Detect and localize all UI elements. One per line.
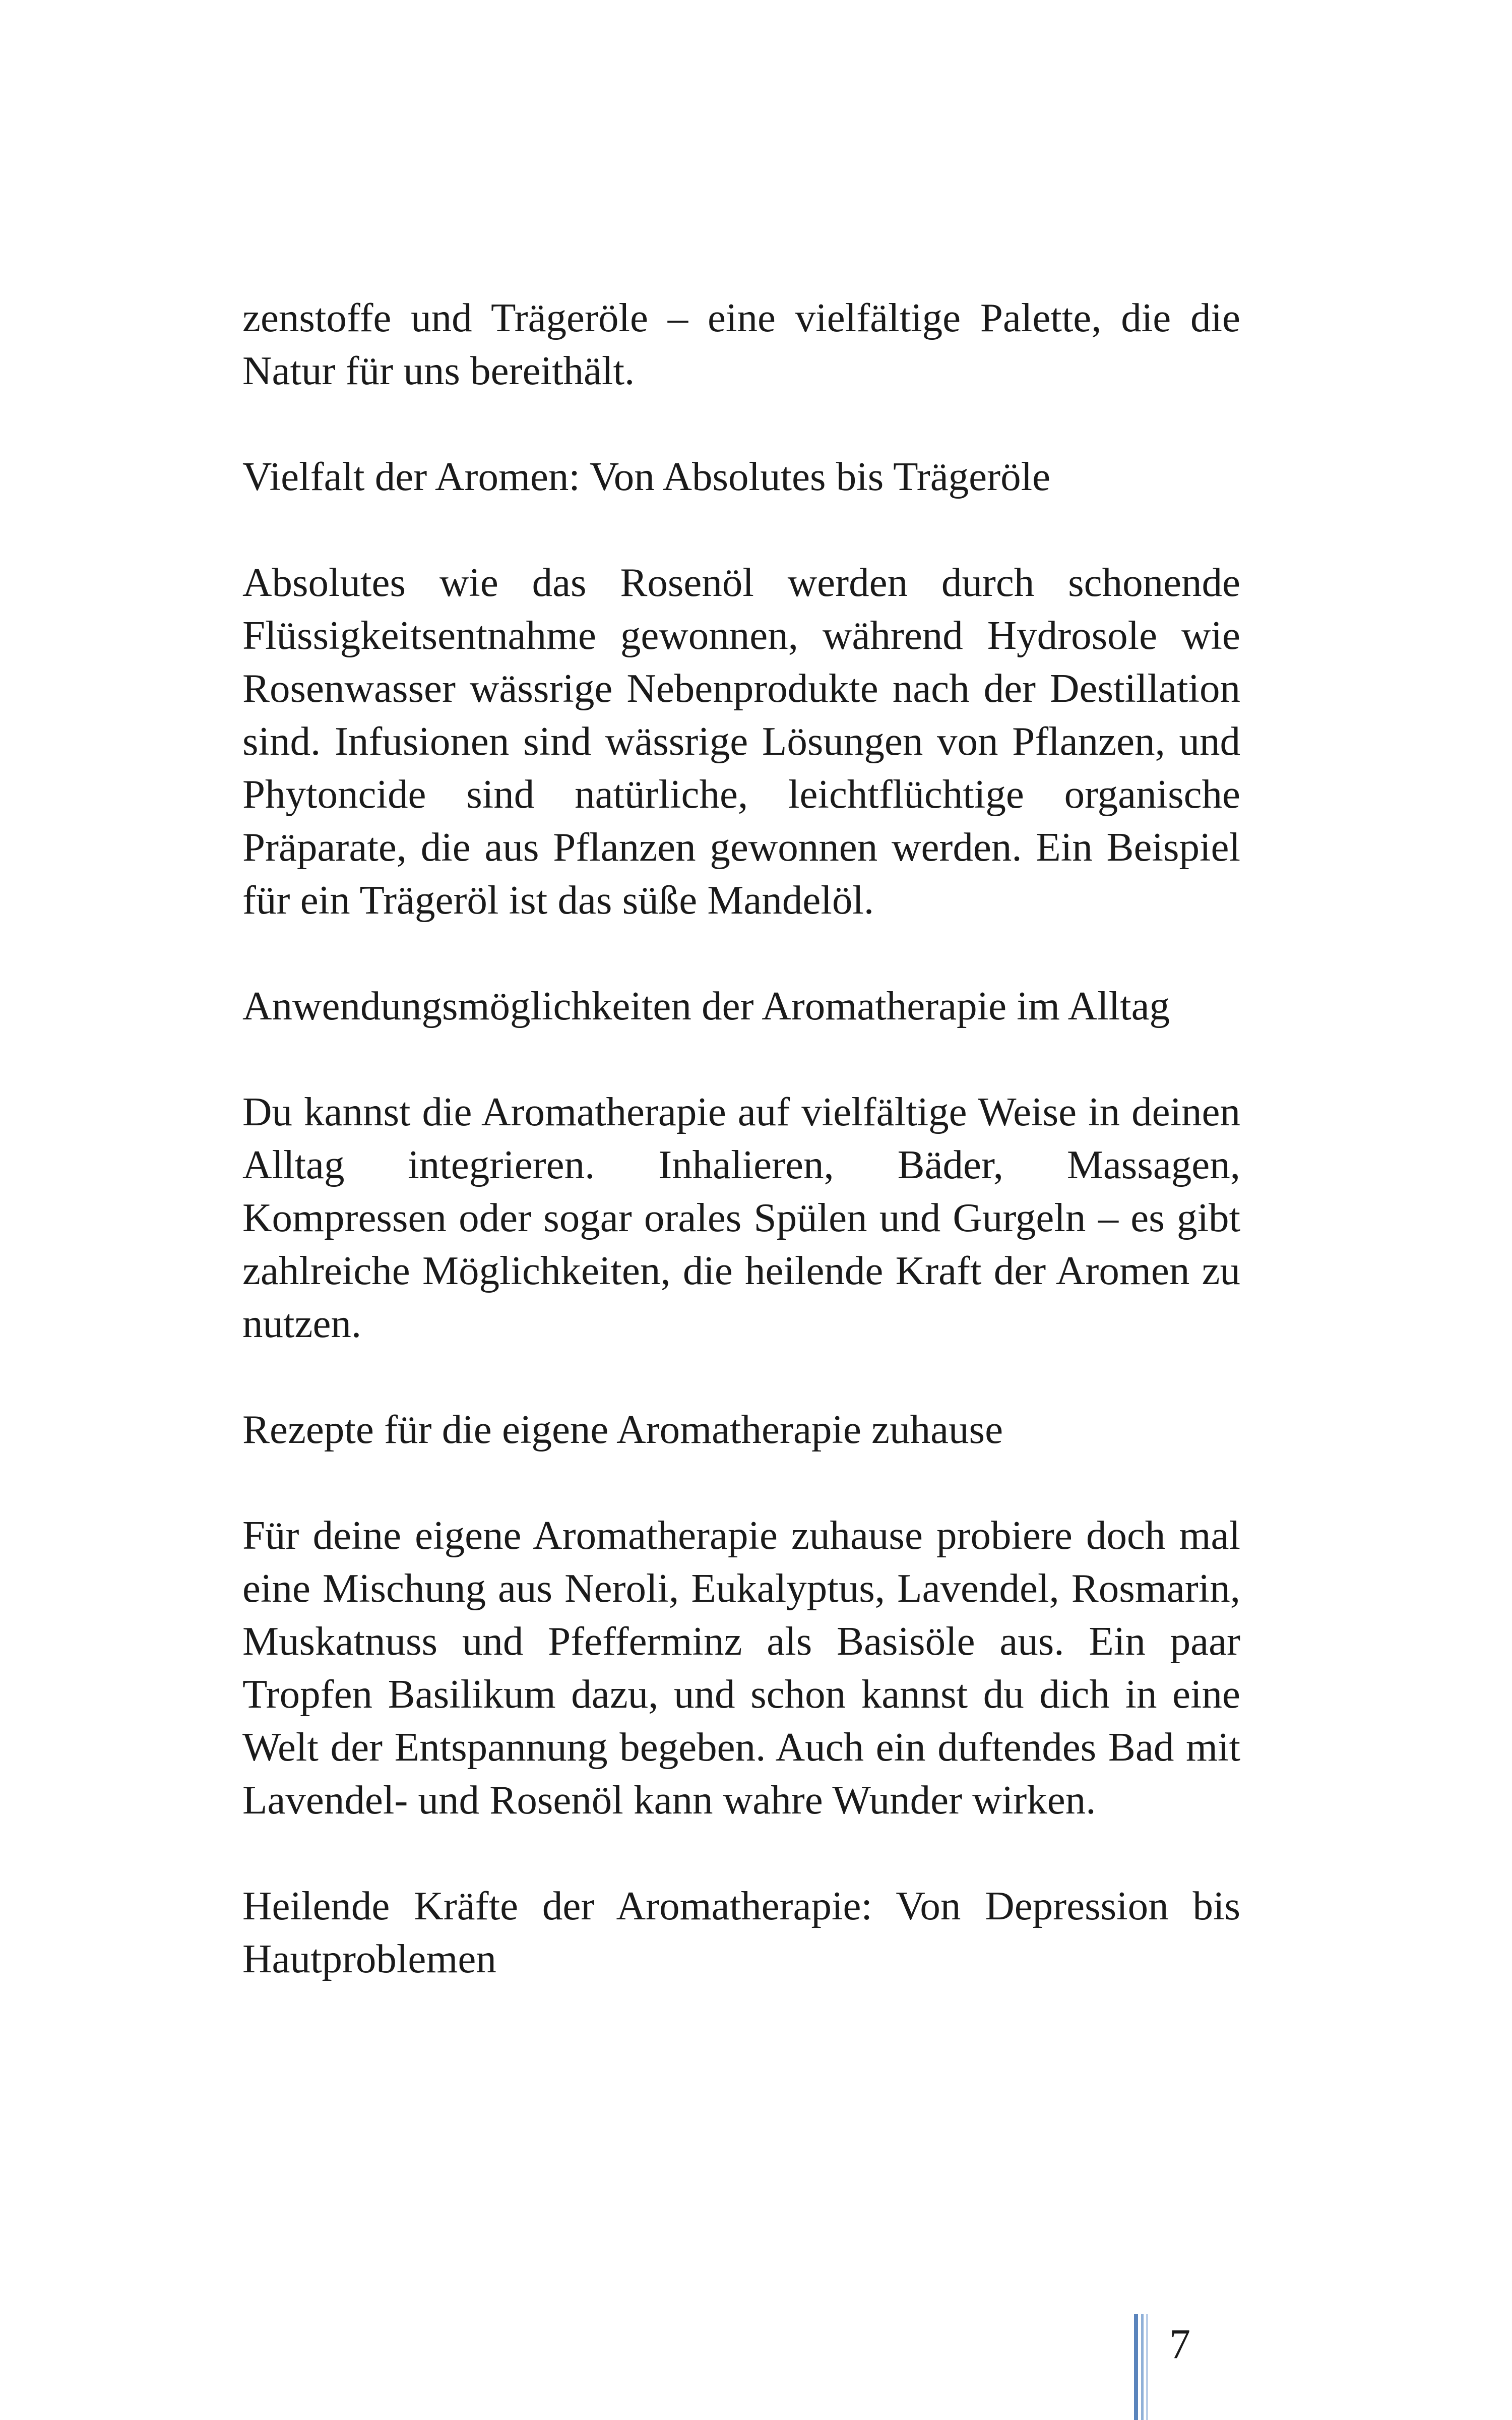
- paragraph-gap: [242, 503, 1240, 556]
- section-heading-anwendung: Anwendungsmöglichkeiten der Aromatherapie im Alltag: [242, 983, 1170, 1028]
- paragraph-gap: [242, 397, 1240, 450]
- paragraph-gap: [242, 927, 1240, 980]
- paragraph-alltag: Du kannst die Aromatherapie auf vielfältige Weise in deinen Alltag integrieren. Inhalieren, Bäder, Massagen, Kompressen oder sogar orales Spülen und Gurgeln – es gibt zahlreiche Möglichkeiten, die heilende Kraft der Aromen zu nutzen.: [242, 1089, 1240, 1346]
- decorative-bar: [1134, 2314, 1138, 2420]
- section-heading-aromen: Vielfalt der Aromen: Von Absolutes bis Trägeröle: [242, 454, 1051, 499]
- decorative-bar: [1146, 2314, 1148, 2420]
- body-text: [242, 291, 1240, 1985]
- paragraph-gap: [242, 1827, 1240, 1880]
- decorative-bar: [1141, 2314, 1144, 2420]
- paragraph-gap: [242, 1033, 1240, 1085]
- paragraph-gap: [242, 1456, 1240, 1509]
- page-number: 7: [1169, 2321, 1190, 2368]
- paragraph-gap: [242, 1350, 1240, 1403]
- section-heading-heilende-kraefte: Heilende Kräfte der Aromatherapie: Von Depression bis Hautproblemen: [242, 1883, 1240, 1981]
- paragraph-absolutes: Absolutes wie das Rosenöl werden durch schonende Flüssigkeitsentnahme gewonnen, während Hydrosole wie Rosenwasser wässrige Nebenprodukte nach der Destillation sind. Infusionen sind wässrige Lösungen von Pflanzen, und Phytoncide sind natürliche, leichtflüchtige organische Präparate, die aus Pflanzen gewonnen werden. Ein Beispiel für ein Trägeröl ist das süße Mandelöl.: [242, 560, 1240, 923]
- paragraph-intro-continued: zenstoffe und Trägeröle – eine vielfältige Palette, die die Natur für uns bereithält.: [242, 295, 1240, 393]
- paragraph-rezepte: Für deine eigene Aromatherapie zuhause probiere doch mal eine Mischung aus Neroli, Eukalyptus, Lavendel, Rosmarin, Muskatnuss und Pfefferminz als Basisöle aus. Ein paar Tropfen Basilikum dazu, und schon kannst du dich in eine Welt der Entspannung begeben. Auch ein duftendes Bad mit Lavendel- und Rosenöl kann wahre Wunder wirken.: [242, 1512, 1240, 1823]
- page-footer: [1134, 2314, 1215, 2420]
- section-heading-rezepte: Rezepte für die eigene Aromatherapie zuhause: [242, 1407, 1003, 1452]
